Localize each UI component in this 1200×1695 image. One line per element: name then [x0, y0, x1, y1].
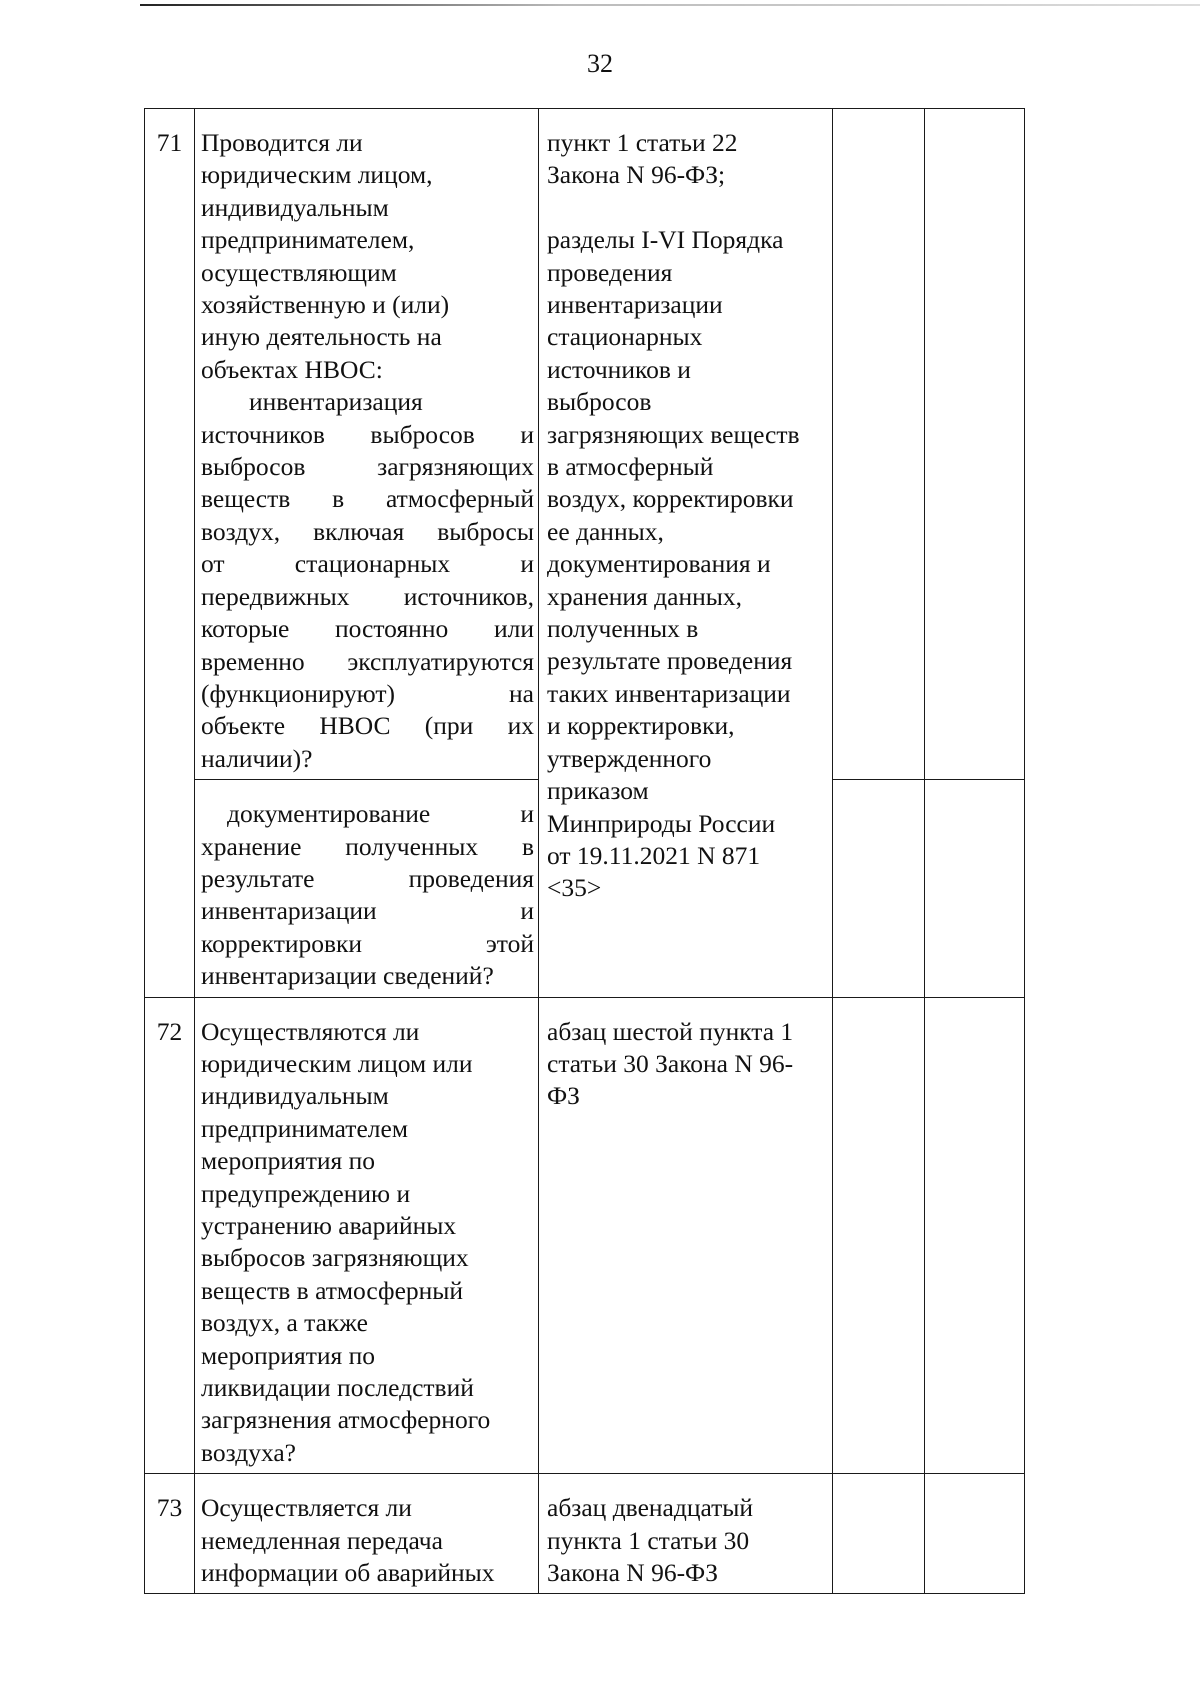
empty-cell: [925, 780, 1025, 997]
legal-basis-cell: абзац шестой пункта 1 статьи 30 Закона N 96- ФЗ: [539, 997, 833, 1474]
table-row: [145, 1474, 1025, 1594]
page-number: 32: [587, 49, 613, 78]
row-number: 71: [145, 109, 195, 998]
empty-cell: [925, 1474, 1025, 1594]
empty-cell: [925, 109, 1025, 780]
scan-artifact-line: [140, 4, 1200, 6]
empty-cell: [833, 109, 925, 780]
empty-cell: [833, 997, 925, 1474]
empty-cell: [925, 997, 1025, 1474]
question-intro: Проводится ли юридическим лицом, индивидуальным предпринимателем, осуществляющим хозяйственную и (или) иную деятельность на объектах НВОС:: [201, 128, 450, 384]
empty-cell: [833, 780, 925, 997]
question-cell: Осуществляется ли немедленная передача информации об аварийных: [195, 1474, 539, 1594]
empty-cell: [833, 1474, 925, 1594]
question-item-inventory: инвентаризация источников выбросов и выбросов загрязняющих веществ в атмосферный воздух, включая выбросы от стационарных и передвижных источников, которые постоянно или временно эксплуатируются (функционируют) на объекте НВОС (при их наличии)?: [201, 387, 534, 773]
checklist-table: [144, 108, 1025, 1594]
table-row: [145, 109, 1025, 780]
row-number: 72: [145, 997, 195, 1474]
legal-basis-cell: абзац двенадцатый пункта 1 статьи 30 Закона N 96-ФЗ: [539, 1474, 833, 1594]
table-row: [145, 997, 1025, 1474]
legal-basis-cell: пункт 1 статьи 22 Закона N 96-ФЗ; разделы I-VI Порядка проведения инвентаризации стационарных источников и выбросов загрязняющих веществ в атмосферный воздух, корректировки ее данных, документирования и хранения данных, полученных в результате проведения таких инвентаризации и корректировки, утвержденного приказом Минприроды России от 19.11.2021 N 871 <35>: [539, 109, 833, 998]
question-item-documentation: документирование и хранение полученных в результате проведения инвентаризации и корректировки этой инвентаризации сведений?: [195, 780, 539, 997]
question-cell: [195, 109, 539, 780]
question-cell: Осуществляются ли юридическим лицом или индивидуальным предпринимателем мероприятия по предупреждению и устранению аварийных выбросов загрязняющих веществ в атмосферный воздух, а также мероприятия по ликвидации последствий загрязнения атмосферного воздуха?: [195, 997, 539, 1474]
row-number: 73: [145, 1474, 195, 1594]
